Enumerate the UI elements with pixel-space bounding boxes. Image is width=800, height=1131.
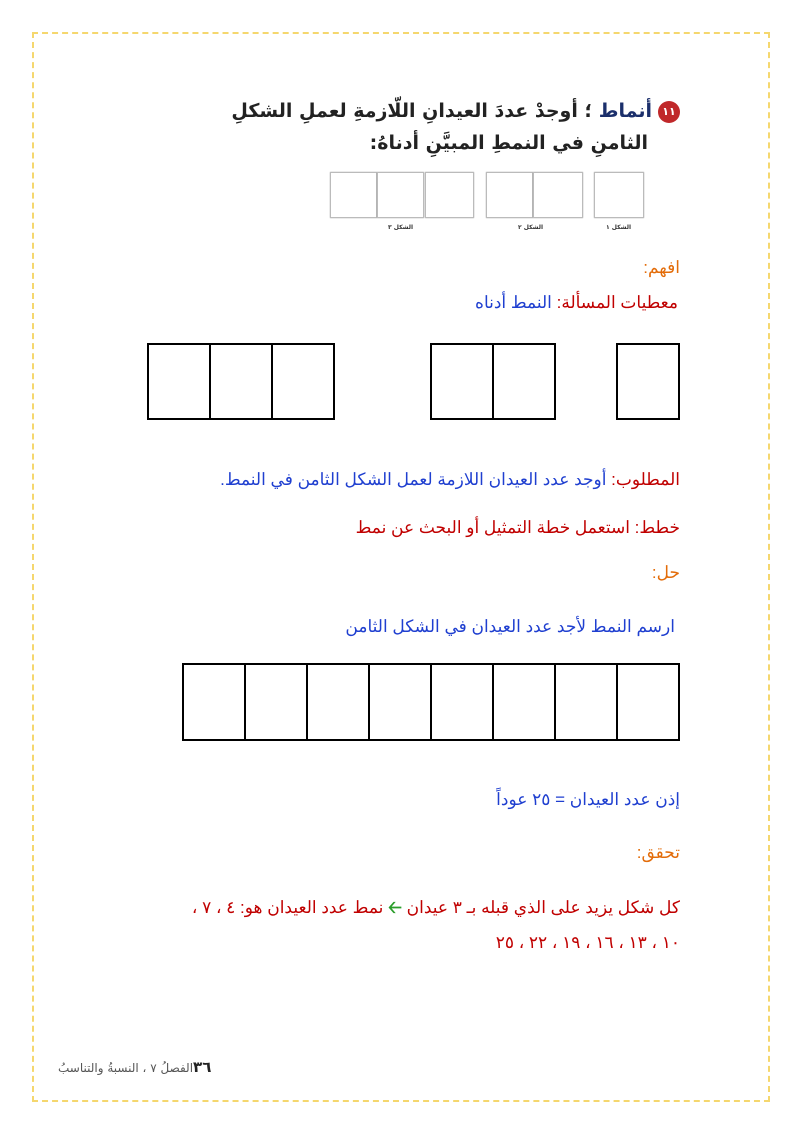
required-line xyxy=(220,470,680,490)
plan-line xyxy=(356,518,680,538)
understand-heading: افهم: xyxy=(643,258,680,277)
shape-label-2: الشكل ٢ xyxy=(518,224,544,231)
square xyxy=(368,663,432,741)
problem-number-badge: ١١ xyxy=(658,101,680,123)
square xyxy=(616,663,680,741)
problem-text-2: الثامنِ في النمطِ المبيَّنِ أدناهُ: xyxy=(369,132,648,154)
small-square xyxy=(486,172,533,218)
square xyxy=(430,343,494,420)
givens-line xyxy=(475,293,678,313)
problem-line-1 xyxy=(231,100,680,123)
check-heading: تحقق: xyxy=(636,843,680,862)
givens-label: معطيات المسألة: xyxy=(556,293,678,312)
page-footer xyxy=(58,1058,231,1076)
required-text: أوجد عدد العيدان اللازمة لعمل الشكل الثامن في النمط. xyxy=(220,470,607,489)
square xyxy=(492,663,556,741)
square xyxy=(244,663,308,741)
separator: ؛ xyxy=(584,100,593,122)
small-square xyxy=(377,172,424,218)
page-number: ٣٦ xyxy=(193,1058,212,1076)
square xyxy=(209,343,273,420)
square xyxy=(554,663,618,741)
square xyxy=(616,343,680,420)
chapter-title: الفصلُ ٧ ، النسبةُ والتناسبُ xyxy=(58,1061,194,1075)
check-line-1 xyxy=(192,895,680,924)
check-line-2: ١٠ ، ١٣ ، ١٦ ، ١٩ ، ٢٢ ، ٢٥ xyxy=(495,933,680,952)
problem-keyword: أنماط xyxy=(598,100,652,122)
answer-text: إذن عدد العيدان = ٢٥ عوداً xyxy=(496,790,680,809)
check-text-b: نمط عدد العيدان هو: ٤ ، ٧ ، xyxy=(191,898,384,917)
square xyxy=(147,343,211,420)
shape-label-1: الشكل ١ xyxy=(606,224,632,231)
small-square xyxy=(425,172,474,218)
square xyxy=(430,663,494,741)
plan-label: خطط: xyxy=(634,518,680,537)
solve-instruction: ارسم النمط لأجد عدد العيدان في الشكل الثامن xyxy=(345,617,675,636)
check-text-a: كل شكل يزيد على الذي قبله بـ ٣ عيدان xyxy=(406,898,680,917)
givens-text: النمط أدناه xyxy=(475,293,552,312)
solve-heading: حل: xyxy=(651,563,680,582)
required-label: المطلوب: xyxy=(611,470,680,489)
square xyxy=(182,663,246,741)
small-square xyxy=(330,172,377,218)
square xyxy=(492,343,556,420)
square xyxy=(306,663,370,741)
problem-text-1: أوجدْ عددَ العيدانِ اللّازمةِ لعملِ الشكلِ xyxy=(231,100,578,122)
arrow-left-icon: 🡠 xyxy=(388,898,402,917)
small-square xyxy=(594,172,644,218)
square xyxy=(271,343,335,420)
small-square xyxy=(533,172,583,218)
plan-text: استعمل خطة التمثيل أو البحث عن نمط xyxy=(355,518,630,537)
shape-label-3: الشكل ٣ xyxy=(388,224,414,231)
